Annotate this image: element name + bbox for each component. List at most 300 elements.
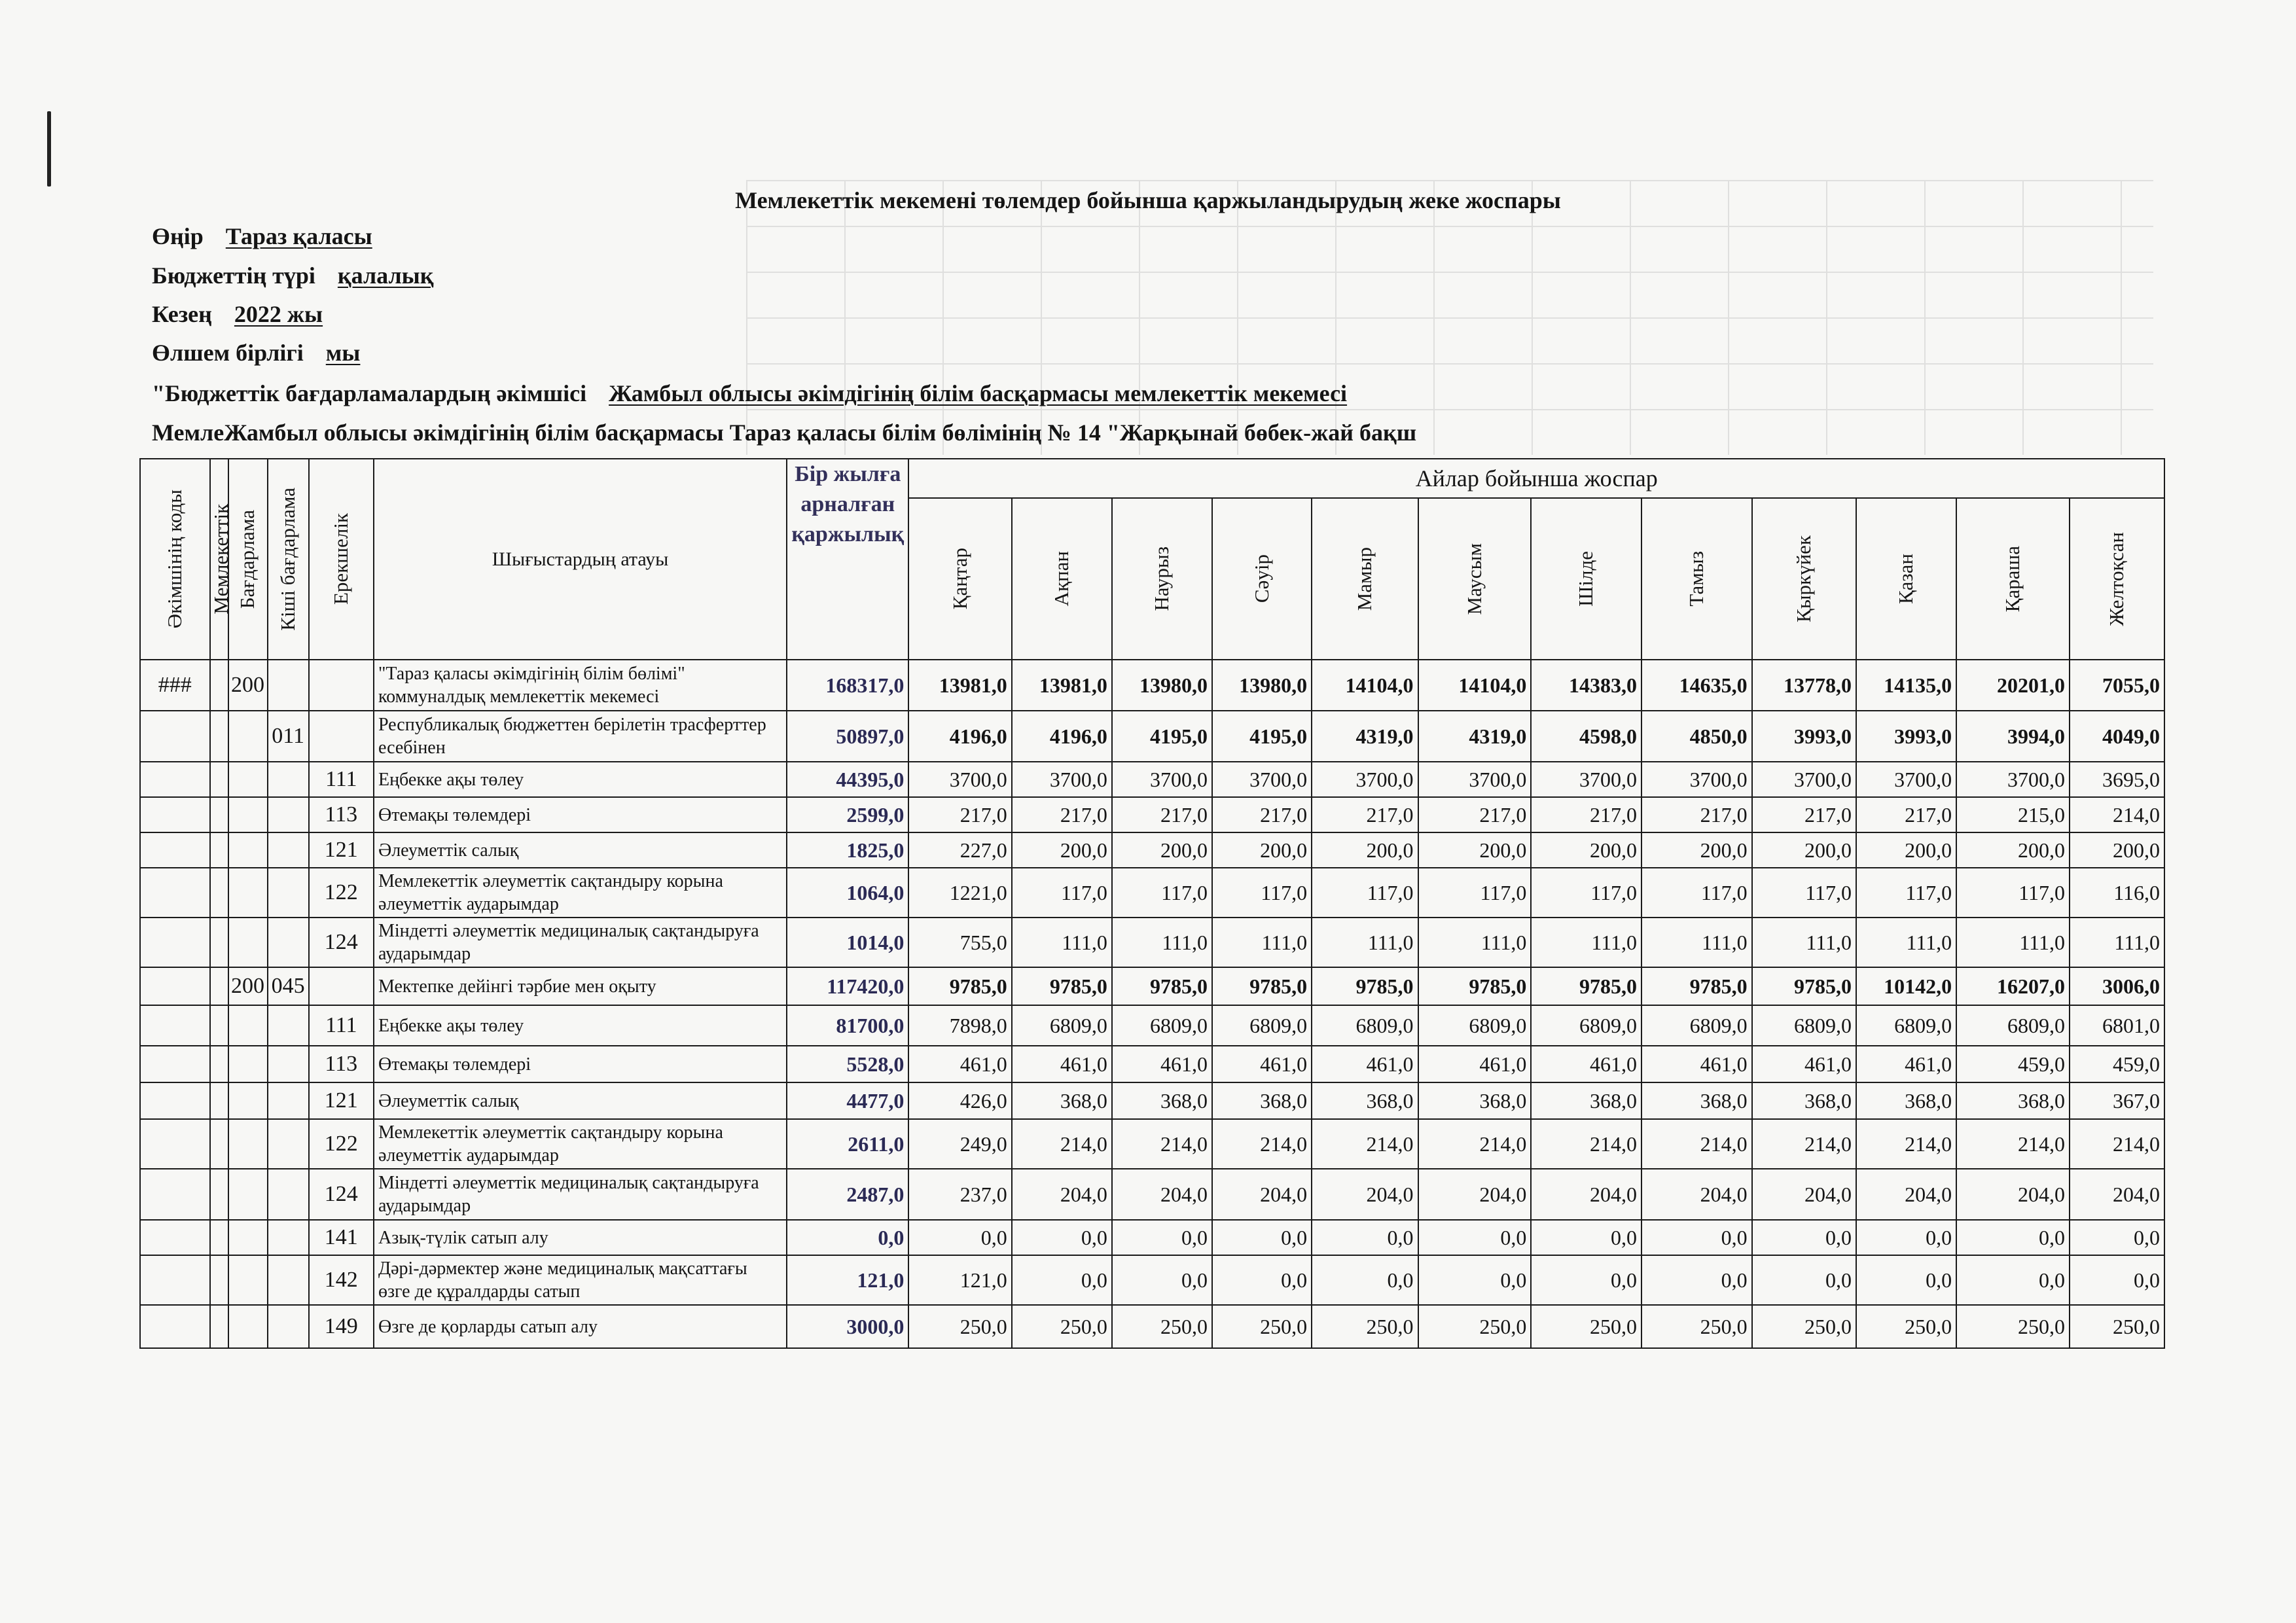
table-row <box>140 1046 2164 1082</box>
region-label: Өңір <box>152 223 204 249</box>
month-amount-cell: 214,0 <box>1531 1119 1641 1169</box>
month-amount-cell: 227,0 <box>908 832 1011 868</box>
annual-amount-cell: 5528,0 <box>787 1046 908 1082</box>
expense-name-cell: Өзге де қорларды сатып алу <box>374 1305 787 1348</box>
expense-name-cell: Міндетті әлеуметтік медициналық сақтандыруға аударымдар <box>374 1169 787 1220</box>
header-month: Шілде <box>1531 498 1641 660</box>
unit-value: мы <box>325 340 361 366</box>
admin-code-cell: ### <box>140 660 210 711</box>
month-amount-cell: 117,0 <box>1312 868 1418 918</box>
month-amount-cell: 0,0 <box>2070 1220 2164 1255</box>
state-cell <box>210 1119 228 1169</box>
month-amount-cell: 200,0 <box>1531 832 1641 868</box>
specific-cell: 111 <box>309 762 374 797</box>
expense-name-cell: "Тараз қаласы әкімдігінің білім бөлімі" коммуналдық мемлекеттік мекемесі <box>374 660 787 711</box>
month-amount-cell: 461,0 <box>1012 1046 1112 1082</box>
month-amount-cell: 0,0 <box>1418 1220 1532 1255</box>
program-cell <box>228 1119 268 1169</box>
region-line <box>152 223 372 250</box>
month-amount-cell: 0,0 <box>1856 1255 1956 1305</box>
institution-prefix: Мемле <box>152 419 224 446</box>
table-row <box>140 1305 2164 1348</box>
month-amount-cell: 0,0 <box>1418 1255 1532 1305</box>
month-amount-cell: 0,0 <box>1312 1255 1418 1305</box>
month-amount-cell: 214,0 <box>1312 1119 1418 1169</box>
month-amount-cell: 368,0 <box>1012 1082 1112 1119</box>
month-amount-cell: 200,0 <box>1112 832 1212 868</box>
expense-name-cell: Дәрі-дәрмектер және медициналық мақсаттағы өзге де құралдарды сатып <box>374 1255 787 1305</box>
header-month: Ақпан <box>1012 498 1112 660</box>
month-amount-cell: 200,0 <box>1012 832 1112 868</box>
month-amount-cell: 3006,0 <box>2070 967 2164 1005</box>
budget-type-value: қалалық <box>337 262 434 289</box>
month-amount-cell: 250,0 <box>1752 1305 1856 1348</box>
program-cell <box>228 1305 268 1348</box>
specific-cell: 111 <box>309 1005 374 1046</box>
annual-amount-cell: 50897,0 <box>787 711 908 762</box>
month-amount-cell: 20201,0 <box>1956 660 2070 711</box>
month-amount-cell: 250,0 <box>2070 1305 2164 1348</box>
month-amount-cell: 459,0 <box>1956 1046 2070 1082</box>
header-month: Қараша <box>1956 498 2070 660</box>
table-row <box>140 797 2164 832</box>
month-amount-cell: 3994,0 <box>1956 711 2070 762</box>
subprogram-cell: 011 <box>268 711 309 762</box>
annual-amount-cell: 0,0 <box>787 1220 908 1255</box>
month-amount-cell: 3700,0 <box>1418 762 1532 797</box>
month-amount-cell: 204,0 <box>1012 1169 1112 1220</box>
admin-code-cell <box>140 1255 210 1305</box>
month-amount-cell: 9785,0 <box>1112 967 1212 1005</box>
month-amount-cell: 459,0 <box>2070 1046 2164 1082</box>
program-cell <box>228 762 268 797</box>
month-amount-cell: 6809,0 <box>1641 1005 1752 1046</box>
month-amount-cell: 0,0 <box>1112 1220 1212 1255</box>
month-amount-cell: 237,0 <box>908 1169 1011 1220</box>
month-amount-cell: 368,0 <box>1531 1082 1641 1119</box>
annual-amount-cell: 1064,0 <box>787 868 908 918</box>
month-amount-cell: 111,0 <box>1531 918 1641 967</box>
month-amount-cell: 461,0 <box>1752 1046 1856 1082</box>
month-amount-cell: 217,0 <box>1641 797 1752 832</box>
program-cell <box>228 832 268 868</box>
expense-name-cell: Өтемақы төлемдері <box>374 797 787 832</box>
month-amount-cell: 426,0 <box>908 1082 1011 1119</box>
month-amount-cell: 0,0 <box>1641 1255 1752 1305</box>
month-amount-cell: 368,0 <box>1956 1082 2070 1119</box>
month-amount-cell: 0,0 <box>1212 1255 1312 1305</box>
month-amount-cell: 368,0 <box>1752 1082 1856 1119</box>
month-amount-cell: 111,0 <box>1418 918 1532 967</box>
month-amount-cell: 368,0 <box>1212 1082 1312 1119</box>
month-amount-cell: 217,0 <box>908 797 1011 832</box>
month-amount-cell: 214,0 <box>1956 1119 2070 1169</box>
month-amount-cell: 204,0 <box>1856 1169 1956 1220</box>
month-amount-cell: 461,0 <box>1212 1046 1312 1082</box>
month-amount-cell: 217,0 <box>1418 797 1532 832</box>
admin-code-cell <box>140 832 210 868</box>
table-row <box>140 1220 2164 1255</box>
state-cell <box>210 1220 228 1255</box>
month-amount-cell: 0,0 <box>1752 1255 1856 1305</box>
month-amount-cell: 250,0 <box>1418 1305 1532 1348</box>
expense-name-cell: Мемлекеттік әлеуметтік сақтандыру корына әлеуметтік аударымдар <box>374 868 787 918</box>
subprogram-cell <box>268 1220 309 1255</box>
admin-line <box>152 380 1347 407</box>
specific-cell: 124 <box>309 918 374 967</box>
month-amount-cell: 0,0 <box>2070 1255 2164 1305</box>
month-amount-cell: 6809,0 <box>1418 1005 1532 1046</box>
program-cell <box>228 1220 268 1255</box>
month-amount-cell: 7898,0 <box>908 1005 1011 1046</box>
month-amount-cell: 13980,0 <box>1212 660 1312 711</box>
month-amount-cell: 111,0 <box>1752 918 1856 967</box>
month-amount-cell: 204,0 <box>1418 1169 1532 1220</box>
expense-name-cell: Әлеуметтік салық <box>374 1082 787 1119</box>
month-amount-cell: 14104,0 <box>1312 660 1418 711</box>
document-title: Мемлекеттік мекемені төлемдер бойынша қаржыландырудың жеке жоспары <box>735 187 1561 213</box>
annual-amount-cell: 1014,0 <box>787 918 908 967</box>
month-amount-cell: 217,0 <box>1012 797 1112 832</box>
specific-cell <box>309 967 374 1005</box>
month-amount-cell: 200,0 <box>1641 832 1752 868</box>
month-amount-cell: 214,0 <box>1012 1119 1112 1169</box>
table-body <box>140 660 2164 1348</box>
month-amount-cell: 116,0 <box>2070 868 2164 918</box>
header-state: Мемлекеттік <box>210 459 228 660</box>
annual-amount-cell: 2611,0 <box>787 1119 908 1169</box>
month-amount-cell: 214,0 <box>1418 1119 1532 1169</box>
month-amount-cell: 13778,0 <box>1752 660 1856 711</box>
month-amount-cell: 368,0 <box>1112 1082 1212 1119</box>
header-specific: Ерекшелік <box>309 459 374 660</box>
month-amount-cell: 214,0 <box>1856 1119 1956 1169</box>
annual-amount-cell: 2487,0 <box>787 1169 908 1220</box>
month-amount-cell: 0,0 <box>1856 1220 1956 1255</box>
month-amount-cell: 368,0 <box>1312 1082 1418 1119</box>
month-amount-cell: 117,0 <box>1418 868 1532 918</box>
state-cell <box>210 1046 228 1082</box>
month-amount-cell: 461,0 <box>1531 1046 1641 1082</box>
month-amount-cell: 111,0 <box>2070 918 2164 967</box>
month-amount-cell: 3700,0 <box>1752 762 1856 797</box>
month-amount-cell: 9785,0 <box>908 967 1011 1005</box>
month-amount-cell: 0,0 <box>1531 1255 1641 1305</box>
month-amount-cell: 0,0 <box>1641 1220 1752 1255</box>
subprogram-cell <box>268 832 309 868</box>
month-amount-cell: 0,0 <box>1312 1220 1418 1255</box>
month-amount-cell: 6809,0 <box>1531 1005 1641 1046</box>
specific-cell: 122 <box>309 1119 374 1169</box>
month-amount-cell: 4049,0 <box>2070 711 2164 762</box>
state-cell <box>210 832 228 868</box>
month-amount-cell: 204,0 <box>1956 1169 2070 1220</box>
specific-cell: 142 <box>309 1255 374 1305</box>
month-amount-cell: 200,0 <box>1856 832 1956 868</box>
month-amount-cell: 204,0 <box>1531 1169 1641 1220</box>
month-amount-cell: 204,0 <box>1112 1169 1212 1220</box>
month-amount-cell: 214,0 <box>1212 1119 1312 1169</box>
header-program: Бағдарлама <box>228 459 268 660</box>
month-amount-cell: 204,0 <box>2070 1169 2164 1220</box>
month-amount-cell: 117,0 <box>1112 868 1212 918</box>
month-amount-cell: 368,0 <box>1418 1082 1532 1119</box>
specific-cell: 113 <box>309 797 374 832</box>
expense-name-cell: Республикалық бюджеттен берілетін трасферттер есебінен <box>374 711 787 762</box>
table-row <box>140 1082 2164 1119</box>
month-amount-cell: 3700,0 <box>1312 762 1418 797</box>
month-amount-cell: 217,0 <box>1752 797 1856 832</box>
month-amount-cell: 9785,0 <box>1012 967 1112 1005</box>
month-amount-cell: 6809,0 <box>1752 1005 1856 1046</box>
subprogram-cell <box>268 1169 309 1220</box>
subprogram-cell <box>268 797 309 832</box>
month-amount-cell: 9785,0 <box>1752 967 1856 1005</box>
month-amount-cell: 10142,0 <box>1856 967 1956 1005</box>
state-cell <box>210 1305 228 1348</box>
month-amount-cell: 6809,0 <box>1012 1005 1112 1046</box>
admin-code-cell <box>140 711 210 762</box>
admin-code-cell <box>140 797 210 832</box>
subprogram-cell <box>268 1119 309 1169</box>
specific-cell: 122 <box>309 868 374 918</box>
month-amount-cell: 4850,0 <box>1641 711 1752 762</box>
expense-name-cell: Азық-түлік сатып алу <box>374 1220 787 1255</box>
month-amount-cell: 117,0 <box>1641 868 1752 918</box>
month-amount-cell: 200,0 <box>2070 832 2164 868</box>
program-cell <box>228 1255 268 1305</box>
table-row <box>140 660 2164 711</box>
period-label: Кезең <box>152 301 212 327</box>
subprogram-cell <box>268 1305 309 1348</box>
month-amount-cell: 0,0 <box>1012 1220 1112 1255</box>
month-amount-cell: 204,0 <box>1212 1169 1312 1220</box>
state-cell <box>210 660 228 711</box>
month-amount-cell: 111,0 <box>1641 918 1752 967</box>
header-monthly-plan: Айлар бойынша жоспар <box>908 459 2164 498</box>
month-amount-cell: 217,0 <box>1212 797 1312 832</box>
month-amount-cell: 250,0 <box>1112 1305 1212 1348</box>
budget-type-label: Бюджеттің түрі <box>152 262 315 289</box>
month-amount-cell: 368,0 <box>1856 1082 1956 1119</box>
table-row <box>140 1255 2164 1305</box>
header-admin-code: Әкімшінің коды <box>140 459 210 660</box>
table-row <box>140 762 2164 797</box>
expense-name-cell: Міндетті әлеуметтік медициналық сақтандыруға аударымдар <box>374 918 787 967</box>
month-amount-cell: 461,0 <box>908 1046 1011 1082</box>
specific-cell: 149 <box>309 1305 374 1348</box>
month-amount-cell: 4196,0 <box>908 711 1011 762</box>
expense-name-cell: Еңбекке ақы төлеу <box>374 762 787 797</box>
month-amount-cell: 250,0 <box>1641 1305 1752 1348</box>
header-month: Мамыр <box>1312 498 1418 660</box>
admin-label: "Бюджеттік бағдарламалардың әкімшісі <box>152 380 587 406</box>
month-amount-cell: 117,0 <box>1956 868 2070 918</box>
program-cell <box>228 918 268 967</box>
subprogram-cell <box>268 1082 309 1119</box>
month-amount-cell: 13981,0 <box>908 660 1011 711</box>
month-amount-cell: 200,0 <box>1212 832 1312 868</box>
month-amount-cell: 204,0 <box>1752 1169 1856 1220</box>
month-amount-cell: 200,0 <box>1956 832 2070 868</box>
admin-code-cell <box>140 1005 210 1046</box>
admin-code-cell <box>140 1169 210 1220</box>
header-expense-name: Шығыстардың атауы <box>374 459 787 660</box>
subprogram-cell <box>268 1046 309 1082</box>
month-amount-cell: 367,0 <box>2070 1082 2164 1119</box>
month-amount-cell: 111,0 <box>1856 918 1956 967</box>
month-amount-cell: 368,0 <box>1641 1082 1752 1119</box>
table-row <box>140 1119 2164 1169</box>
header-month: Наурыз <box>1112 498 1212 660</box>
month-amount-cell: 16207,0 <box>1956 967 2070 1005</box>
month-amount-cell: 200,0 <box>1418 832 1532 868</box>
admin-code-cell <box>140 868 210 918</box>
month-amount-cell: 461,0 <box>1418 1046 1532 1082</box>
subprogram-cell <box>268 1255 309 1305</box>
margin-mark <box>47 111 51 187</box>
month-amount-cell: 3700,0 <box>1531 762 1641 797</box>
program-cell: 200 <box>228 967 268 1005</box>
specific-cell: 113 <box>309 1046 374 1082</box>
program-cell <box>228 1169 268 1220</box>
period-value: 2022 жы <box>234 301 323 327</box>
month-amount-cell: 9785,0 <box>1641 967 1752 1005</box>
month-amount-cell: 461,0 <box>1641 1046 1752 1082</box>
month-amount-cell: 0,0 <box>1212 1220 1312 1255</box>
header-month: Тамыз <box>1641 498 1752 660</box>
month-amount-cell: 9785,0 <box>1418 967 1532 1005</box>
state-cell <box>210 1005 228 1046</box>
header-annual: Бір жылға арналған қаржылық <box>787 459 908 660</box>
unit-line <box>152 339 360 366</box>
table-row <box>140 832 2164 868</box>
institution-line <box>152 419 1416 446</box>
month-amount-cell: 13981,0 <box>1012 660 1112 711</box>
month-amount-cell: 6809,0 <box>1856 1005 1956 1046</box>
table-row <box>140 868 2164 918</box>
month-amount-cell: 0,0 <box>1752 1220 1856 1255</box>
month-amount-cell: 6809,0 <box>1956 1005 2070 1046</box>
admin-code-cell <box>140 967 210 1005</box>
subprogram-cell <box>268 660 309 711</box>
month-amount-cell: 111,0 <box>1112 918 1212 967</box>
admin-code-cell <box>140 1082 210 1119</box>
month-amount-cell: 4319,0 <box>1312 711 1418 762</box>
month-amount-cell: 6801,0 <box>2070 1005 2164 1046</box>
annual-amount-cell: 168317,0 <box>787 660 908 711</box>
month-amount-cell: 250,0 <box>1856 1305 1956 1348</box>
admin-code-cell <box>140 918 210 967</box>
admin-code-cell <box>140 1305 210 1348</box>
month-amount-cell: 9785,0 <box>1312 967 1418 1005</box>
annual-amount-cell: 121,0 <box>787 1255 908 1305</box>
annual-amount-cell: 1825,0 <box>787 832 908 868</box>
program-cell <box>228 1046 268 1082</box>
subprogram-cell <box>268 762 309 797</box>
expense-name-cell: Мектепке дейінгі тәрбие мен оқыту <box>374 967 787 1005</box>
program-cell <box>228 711 268 762</box>
period-line <box>152 300 323 328</box>
month-amount-cell: 0,0 <box>1956 1220 2070 1255</box>
admin-code-cell <box>140 1119 210 1169</box>
month-amount-cell: 14135,0 <box>1856 660 1956 711</box>
month-amount-cell: 117,0 <box>1212 868 1312 918</box>
month-amount-cell: 0,0 <box>1112 1255 1212 1305</box>
month-amount-cell: 250,0 <box>908 1305 1011 1348</box>
header-month: Қазан <box>1856 498 1956 660</box>
subprogram-cell <box>268 918 309 967</box>
month-amount-cell: 111,0 <box>1012 918 1112 967</box>
month-amount-cell: 249,0 <box>908 1119 1011 1169</box>
table-row <box>140 1005 2164 1046</box>
annual-amount-cell: 44395,0 <box>787 762 908 797</box>
month-amount-cell: 3695,0 <box>2070 762 2164 797</box>
month-amount-cell: 121,0 <box>908 1255 1011 1305</box>
month-amount-cell: 3700,0 <box>1212 762 1312 797</box>
annual-amount-cell: 4477,0 <box>787 1082 908 1119</box>
expense-name-cell: Еңбекке ақы төлеу <box>374 1005 787 1046</box>
month-amount-cell: 4196,0 <box>1012 711 1112 762</box>
month-amount-cell: 111,0 <box>1956 918 2070 967</box>
month-amount-cell: 204,0 <box>1641 1169 1752 1220</box>
month-amount-cell: 13980,0 <box>1112 660 1212 711</box>
month-amount-cell: 4598,0 <box>1531 711 1641 762</box>
expense-name-cell: Мемлекеттік әлеуметтік сақтандыру корына әлеуметтік аударымдар <box>374 1119 787 1169</box>
month-amount-cell: 3700,0 <box>908 762 1011 797</box>
specific-cell <box>309 660 374 711</box>
specific-cell: 141 <box>309 1220 374 1255</box>
month-amount-cell: 4195,0 <box>1212 711 1312 762</box>
budget-type-line <box>152 262 434 289</box>
month-amount-cell: 111,0 <box>1212 918 1312 967</box>
expense-name-cell: Өтемақы төлемдері <box>374 1046 787 1082</box>
month-amount-cell: 3700,0 <box>1012 762 1112 797</box>
financing-plan-table <box>139 458 2165 1349</box>
month-amount-cell: 14104,0 <box>1418 660 1532 711</box>
month-amount-cell: 215,0 <box>1956 797 2070 832</box>
expense-name-cell: Әлеуметтік салық <box>374 832 787 868</box>
subprogram-cell: 045 <box>268 967 309 1005</box>
program-cell: 200 <box>228 660 268 711</box>
month-amount-cell: 214,0 <box>1641 1119 1752 1169</box>
state-cell <box>210 797 228 832</box>
month-amount-cell: 9785,0 <box>1531 967 1641 1005</box>
month-amount-cell: 6809,0 <box>1112 1005 1212 1046</box>
month-amount-cell: 0,0 <box>1012 1255 1112 1305</box>
month-amount-cell: 461,0 <box>1312 1046 1418 1082</box>
month-amount-cell: 0,0 <box>1531 1220 1641 1255</box>
unit-label: Өлшем бірлігі <box>152 340 304 366</box>
state-cell <box>210 711 228 762</box>
annual-amount-cell: 3000,0 <box>787 1305 908 1348</box>
state-cell <box>210 918 228 967</box>
month-amount-cell: 214,0 <box>1112 1119 1212 1169</box>
month-amount-cell: 214,0 <box>1752 1119 1856 1169</box>
month-amount-cell: 14383,0 <box>1531 660 1641 711</box>
institution-value: Жамбыл облысы әкімдігінің білім басқармасы Тараз қаласы білім бөлімінің № 14 "Жарқынай бөбек-жай бақш <box>224 419 1417 446</box>
month-amount-cell: 200,0 <box>1752 832 1856 868</box>
month-amount-cell: 217,0 <box>1312 797 1418 832</box>
state-cell <box>210 868 228 918</box>
admin-code-cell <box>140 1220 210 1255</box>
region-value: Тараз қаласы <box>225 223 372 249</box>
admin-code-cell <box>140 1046 210 1082</box>
month-amount-cell: 250,0 <box>1956 1305 2070 1348</box>
header-month: Сәуір <box>1212 498 1312 660</box>
program-cell <box>228 868 268 918</box>
month-amount-cell: 217,0 <box>1112 797 1212 832</box>
